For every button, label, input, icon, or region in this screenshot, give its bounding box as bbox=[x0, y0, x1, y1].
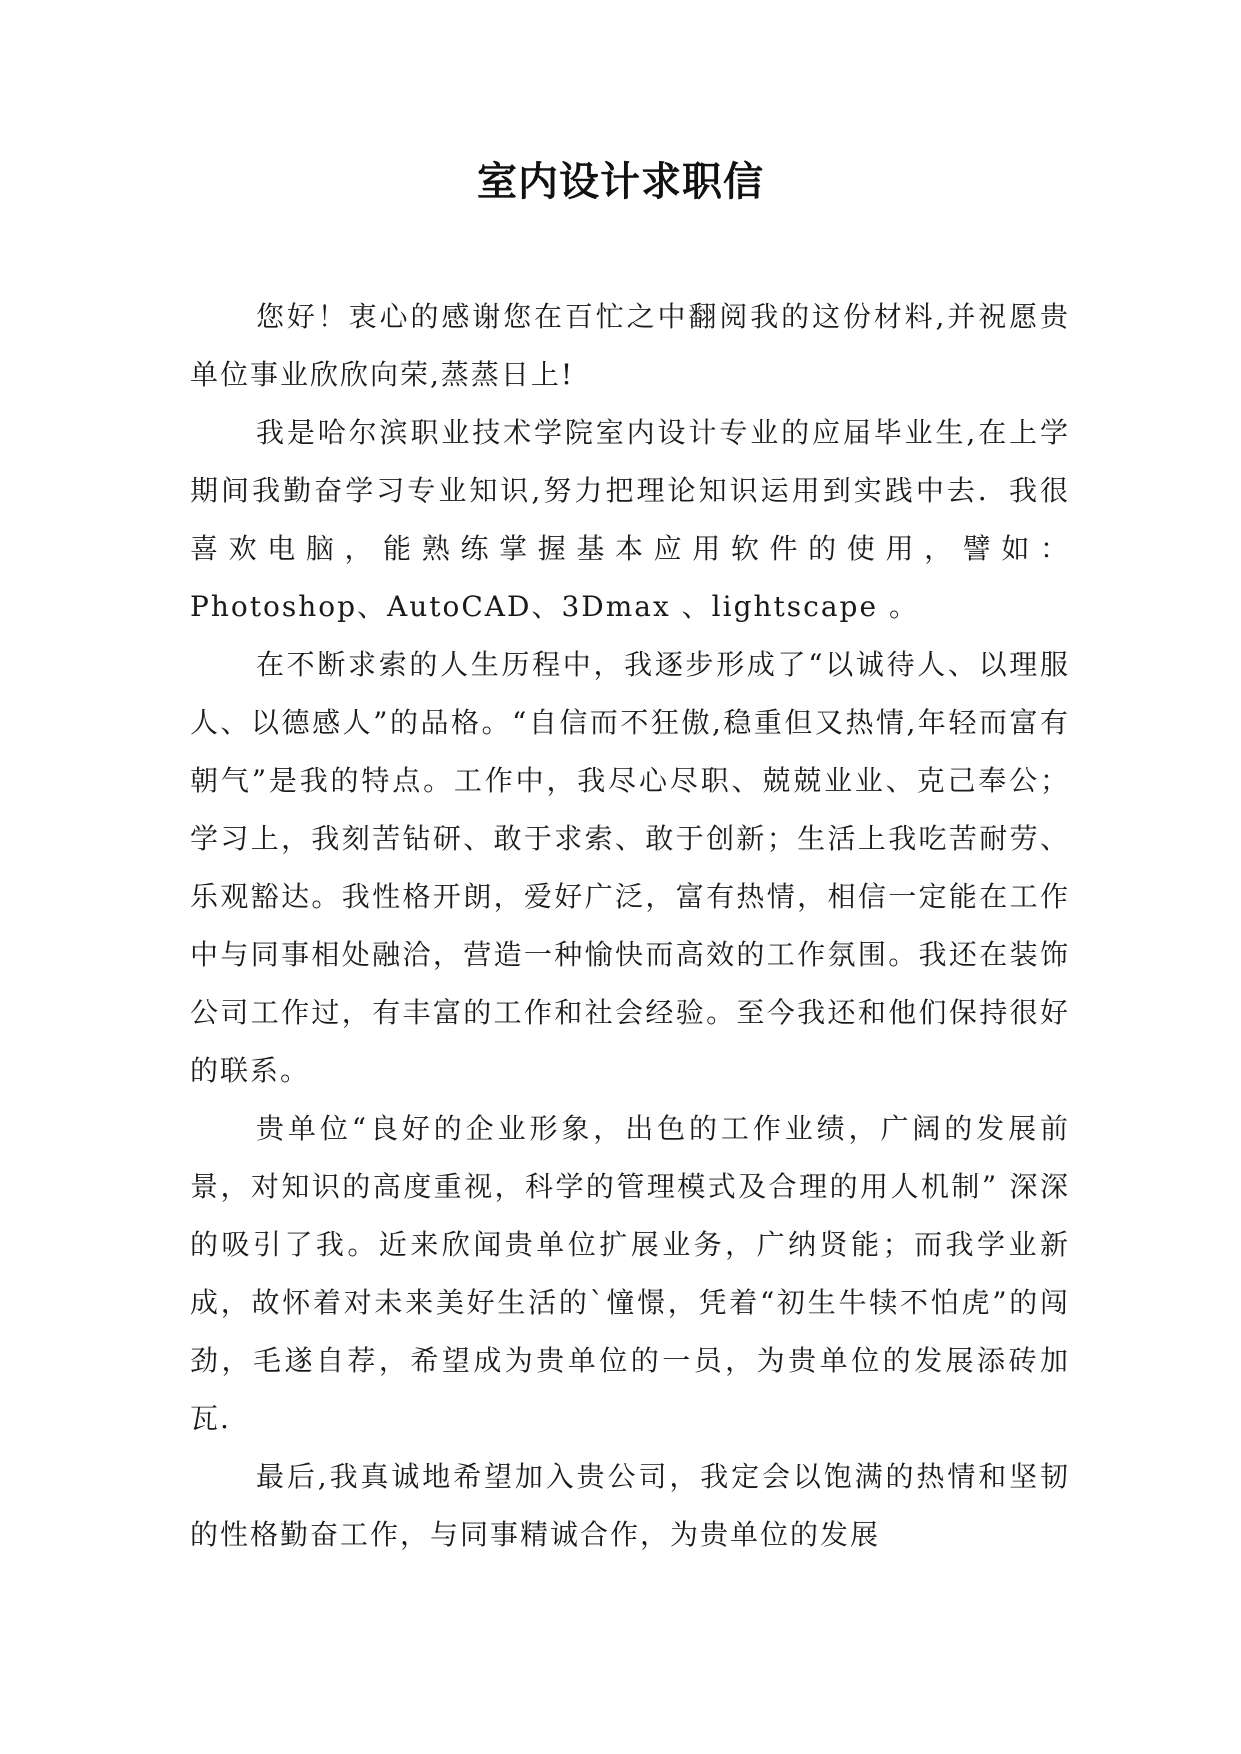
paragraph-closing: 最后,我真诚地希望加入贵公司，我定会以饱满的热情和坚韧的性格勤奋工作，与同事精诚合作，为贵单位的发展 bbox=[190, 1460, 1070, 1551]
paragraph-introduction: 我是哈尔滨职业技术学院室内设计专业的应届毕业生,在上学期间我勤奋学习专业知识,努力把理论知识运用到实践中去．我很喜欢电脑，能熟练掌握基本应用软件的使用，譬如：Photoshop、AutoCAD、3Dmax 、lightscape 。 bbox=[190, 416, 1070, 623]
document-title: 室内设计求职信 bbox=[477, 159, 764, 205]
paragraph-greeting: 您好！衷心的感谢您在百忙之中翻阅我的这份材料,并祝愿贵单位事业欣欣向荣,蒸蒸日上! bbox=[190, 300, 1070, 391]
paragraph-character: 在不断求索的人生历程中，我逐步形成了“以诚待人、以理服人、以德感人”的品格。“自信而不狂傲,稳重但又热情,年轻而富有朝气”是我的特点。工作中，我尽心尽职、兢兢业业、克己奉公；学习上，我刻苦钻研、敢于求索、敢于创新；生活上我吃苦耐劳、乐观豁达。我性格开朗，爱好广泛，富有热情，相信一定能在工作中与同事相处融洽，营造一种愉快而高效的工作氛围。我还在装饰公司工作过，有丰富的工作和社会经验。至今我还和他们保持很好的联系。 bbox=[190, 648, 1070, 1087]
letter-body bbox=[190, 288, 1070, 1564]
paragraph-motivation: 贵单位“良好的企业形象，出色的工作业绩，广阔的发展前景，对知识的高度重视，科学的管理模式及合理的用人机制” 深深的吸引了我。近来欣闻贵单位扩展业务，广纳贤能；而我学业新成，故怀着对未来美好生活的`憧憬，凭着“初生牛犊不怕虎”的闯劲，毛遂自荐，希望成为贵单位的一员，为贵单位的发展添砖加瓦. bbox=[190, 1112, 1070, 1435]
